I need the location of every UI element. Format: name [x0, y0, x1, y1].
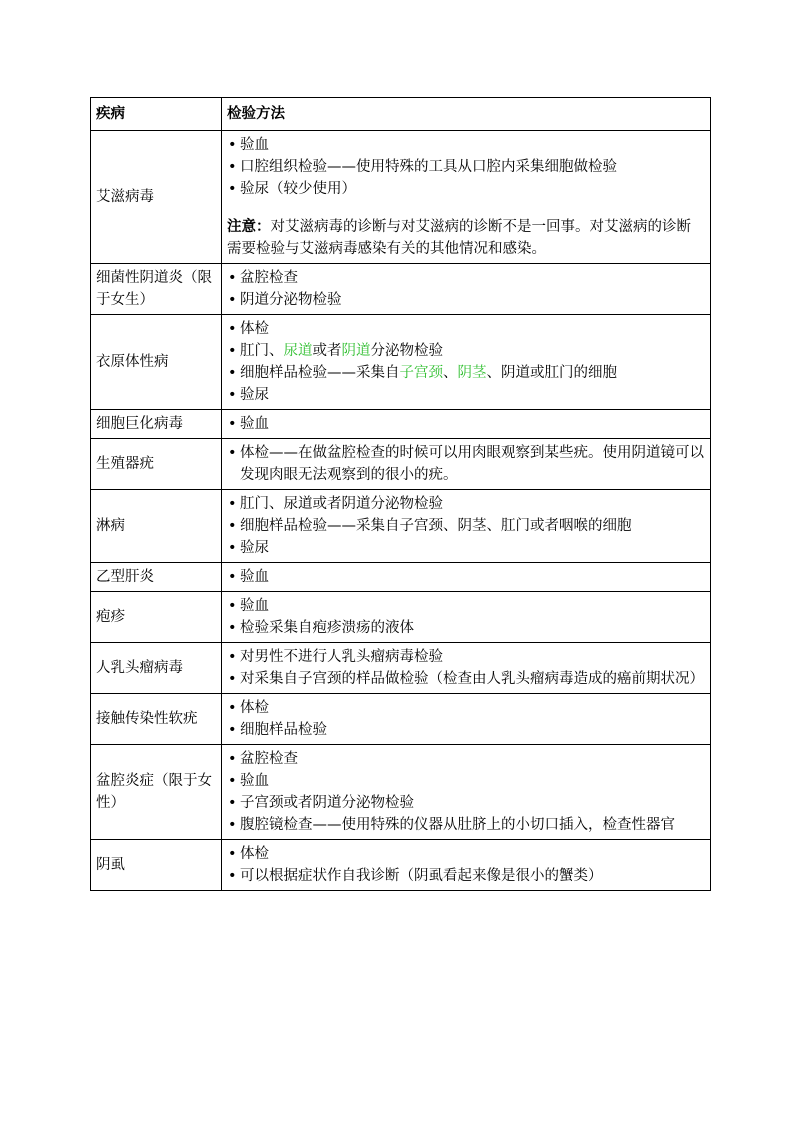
method-list	[227, 134, 705, 200]
method-list	[227, 442, 705, 486]
method-text: 或者	[312, 343, 342, 359]
disease-cell: 艾滋病毒	[91, 131, 222, 264]
method-item	[227, 566, 705, 588]
method-item	[227, 493, 705, 515]
method-text: 可以根据症状作自我诊断（阴虱看起来像是很小的蟹类）	[240, 868, 603, 884]
method-item	[227, 340, 705, 362]
method-cell	[222, 490, 711, 563]
method-item	[227, 289, 705, 311]
method-item	[227, 792, 705, 814]
table-row	[91, 563, 711, 592]
method-text: 体检	[240, 846, 269, 862]
method-text: 分泌物检验	[370, 343, 443, 359]
method-cell	[222, 410, 711, 439]
method-list	[227, 566, 705, 588]
method-list	[227, 267, 705, 311]
method-text: 检验采集自疱疹溃疡的液体	[240, 620, 414, 636]
method-text: 对采集自子宫颈的样品做检验（检查由人乳头瘤病毒造成的癌前期状况）	[240, 671, 704, 687]
method-item	[227, 595, 705, 617]
method-list	[227, 843, 705, 887]
note-label: 注意：	[227, 219, 271, 235]
method-text: 肛门、	[240, 343, 284, 359]
method-text: 体检	[240, 700, 269, 716]
method-item	[227, 384, 705, 406]
table-row	[91, 410, 711, 439]
table-row	[91, 131, 711, 264]
method-list	[227, 646, 705, 690]
method-text: 口腔组织检验——使用特殊的工具从口腔内采集细胞做检验	[240, 159, 617, 175]
method-cell	[222, 315, 711, 410]
table-row	[91, 315, 711, 410]
highlighted-term: 子宫颈	[399, 365, 443, 381]
method-item	[227, 318, 705, 340]
header-method: 检验方法	[222, 98, 711, 131]
table-row	[91, 439, 711, 490]
method-text: 、	[443, 365, 458, 381]
disease-cell: 人乳头瘤病毒	[91, 643, 222, 694]
method-item	[227, 156, 705, 178]
method-list	[227, 697, 705, 741]
table-row	[91, 694, 711, 745]
disease-cell: 细菌性阴道炎（限于女生）	[91, 264, 222, 315]
method-item	[227, 617, 705, 639]
method-cell	[222, 264, 711, 315]
method-list	[227, 318, 705, 406]
method-list	[227, 413, 705, 435]
method-item	[227, 814, 705, 836]
method-text: 盆腔检查	[240, 751, 298, 767]
std-test-table	[90, 97, 711, 891]
method-item	[227, 646, 705, 668]
method-cell	[222, 745, 711, 840]
table-row	[91, 490, 711, 563]
disease-cell: 细胞巨化病毒	[91, 410, 222, 439]
method-item	[227, 515, 705, 537]
method-item	[227, 178, 705, 200]
method-text: 验尿	[240, 387, 269, 403]
table-row	[91, 592, 711, 643]
disease-cell: 盆腔炎症（限于女性）	[91, 745, 222, 840]
method-text: 子宫颈或者阴道分泌物检验	[240, 795, 414, 811]
method-item	[227, 770, 705, 792]
method-text: 验尿（较少使用）	[240, 181, 356, 197]
disease-cell: 阴虱	[91, 840, 222, 891]
method-text: 细胞样品检验——采集自子宫颈、阴茎、肛门或者咽喉的细胞	[240, 518, 632, 534]
method-text: 对男性不进行人乳头瘤病毒检验	[240, 649, 443, 665]
method-list	[227, 748, 705, 836]
highlighted-term: 尿道	[283, 343, 313, 359]
method-cell	[222, 131, 711, 264]
method-text: 体检	[240, 321, 269, 337]
method-item	[227, 865, 705, 887]
method-text: 验血	[240, 569, 269, 585]
method-item	[227, 413, 705, 435]
table-row	[91, 264, 711, 315]
highlighted-term: 阴道	[341, 343, 371, 359]
header-disease: 疾病	[91, 98, 222, 131]
method-text: 细胞样品检验——采集自	[240, 365, 400, 381]
method-text: 验血	[240, 137, 269, 153]
method-text: 细胞样品检验	[240, 722, 327, 738]
method-text: 、阴道或肛门的细胞	[486, 365, 617, 381]
method-cell	[222, 840, 711, 891]
method-text: 验血	[240, 598, 269, 614]
disease-cell: 生殖器疣	[91, 439, 222, 490]
note-paragraph	[227, 216, 705, 260]
method-item	[227, 267, 705, 289]
method-text: 阴道分泌物检验	[240, 292, 342, 308]
disease-cell: 疱疹	[91, 592, 222, 643]
table-row	[91, 745, 711, 840]
method-item	[227, 697, 705, 719]
method-text: 腹腔镜检查——使用特殊的仪器从肚脐上的小切口插入，检查性器官	[240, 817, 675, 833]
table-row	[91, 643, 711, 694]
disease-cell: 淋病	[91, 490, 222, 563]
disease-cell: 乙型肝炎	[91, 563, 222, 592]
method-list	[227, 595, 705, 639]
method-item	[227, 442, 705, 486]
method-item	[227, 134, 705, 156]
method-text: 验血	[240, 773, 269, 789]
method-text: 盆腔检查	[240, 270, 298, 286]
table-row	[91, 840, 711, 891]
method-item	[227, 719, 705, 741]
method-cell	[222, 592, 711, 643]
highlighted-term: 阴茎	[457, 365, 487, 381]
table-body	[91, 131, 711, 891]
method-cell	[222, 563, 711, 592]
method-cell	[222, 694, 711, 745]
disease-cell: 衣原体性病	[91, 315, 222, 410]
method-item	[227, 362, 705, 384]
disease-cell: 接触传染性软疣	[91, 694, 222, 745]
method-list	[227, 493, 705, 559]
method-item	[227, 748, 705, 770]
method-item	[227, 537, 705, 559]
method-text: 验血	[240, 416, 269, 432]
method-cell	[222, 439, 711, 490]
table-header-row	[91, 98, 711, 131]
method-item	[227, 668, 705, 690]
method-text: 肛门、尿道或者阴道分泌物检验	[240, 496, 443, 512]
method-item	[227, 843, 705, 865]
method-text: 验尿	[240, 540, 269, 556]
method-cell	[222, 643, 711, 694]
method-text: 体检——在做盆腔检查的时候可以用肉眼观察到某些疣。使用阴道镜可以发现肉眼无法观察到的很小的疣。	[240, 445, 704, 483]
note-text: 对艾滋病毒的诊断与对艾滋病的诊断不是一回事。对艾滋病的诊断需要检验与艾滋病毒感染有关的其他情况和感染。	[227, 219, 691, 257]
